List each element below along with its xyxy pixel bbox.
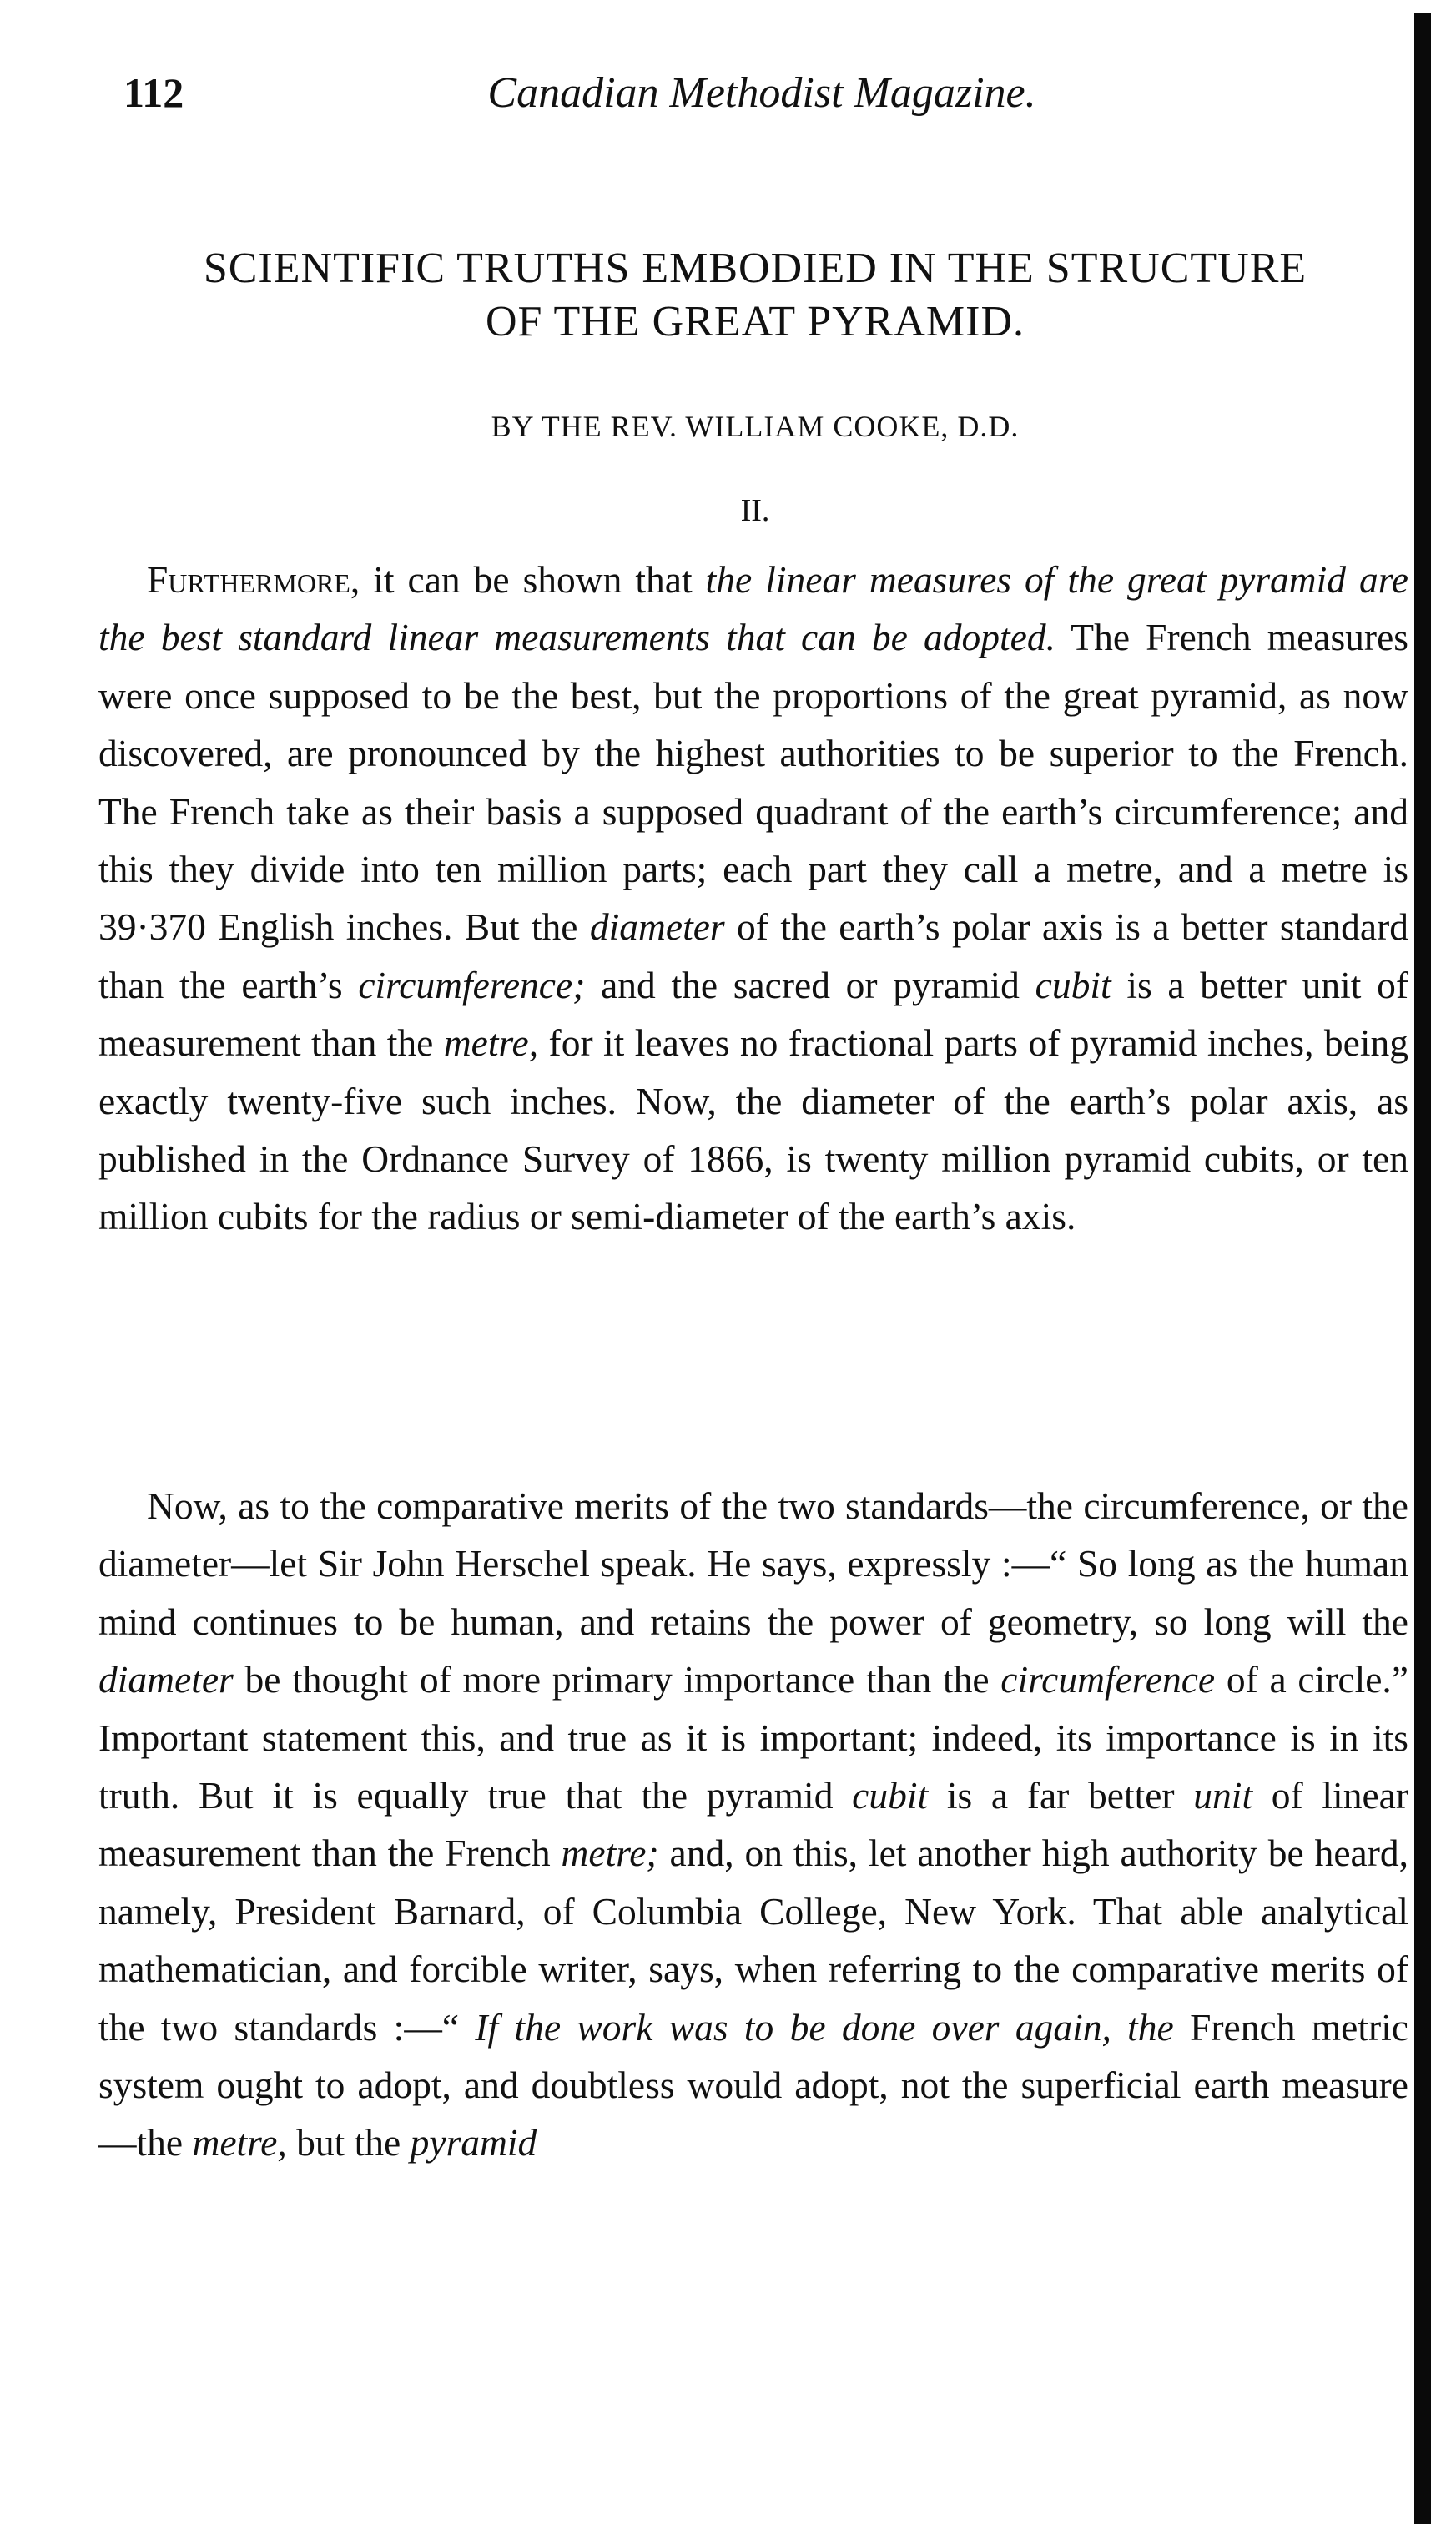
text-run: is a far better [928,1774,1194,1817]
emphasis-run: diameter [98,1658,234,1701]
emphasis-run: cubit [852,1774,929,1817]
text-run: is a better unit of measurement than the [98,963,1408,1065]
emphasis-run: metre, [443,1021,539,1065]
emphasis-run: circumference; [358,963,586,1006]
text-run: French metric system ought to adopt, and doubtless would adopt, not the superficial earth measure—the [98,2005,1408,2165]
body-paragraph-2 [98,1477,1408,2172]
page-edge-shadow [1414,13,1431,2524]
body-paragraph-1 [98,551,1408,1246]
body-paragraph-1-block [98,551,1408,1246]
section-number: II. [740,493,770,528]
page-header [123,68,1400,127]
text-run: of a circle.” Important statement this, and true as it is important; indeed, its importance is in its truth. But it is equally true that the pyramid [98,1658,1409,1817]
emphasis-run: If the work was to be done over again, the [475,2005,1174,2049]
author-byline: BY THE REV. WILLIAM COOKE, D.D. [491,410,1020,443]
opening-word: Furthermore, [147,558,360,601]
text-run: but the [286,2121,411,2165]
running-title: Canadian Methodist Magazine. [487,69,1036,117]
text-run: for it leaves no fractional parts of pyramid inches, being exactly twenty-five such inches. Now, the diameter of the earth’s polar axis, as published in the Ordnance Survey of 1866, is twenty million pyramid cubits, or ten million cubits for the radius or semi-diameter of the earth’s axis. [98,1021,1408,1238]
emphasis-run: metre, [192,2121,287,2165]
article-title [92,242,1418,349]
text-run: be thought of more primary importance than the [233,1658,1001,1701]
page-number: 112 [123,69,184,116]
text-run: it can be shown that [360,558,706,601]
article-title-line-2: OF THE GREAT PYRAMID. [485,298,1025,345]
text-run: and the sacred or pyramid [585,963,1035,1006]
article-title-line-1: SCIENTIFIC TRUTHS EMBODIED IN THE STRUCTURE [203,244,1307,292]
emphasis-run: the linear measures of the great pyramid are the best standard linear measurements that can be adopted. [98,558,1408,659]
emphasis-run: pyramid [410,2121,537,2165]
text-run: and, on this, let another high authority be heard, namely, President Barnard, of Columbia College, New York. That able analytical mathematician, and forcible writer, says, when referring to the comparative merits of the two standards :—“ [98,1832,1408,2049]
emphasis-run: diameter [589,905,725,949]
emphasis-run: metre; [561,1832,659,1875]
text-run: Now, as to the comparative merits of the two standards—the circumference, or the diameter—let Sir John Herschel speak. He says, expressly :—“ So long as the human mind continues to be human, and retains the power of geometry, so long will the [98,1484,1408,1643]
emphasis-run: cubit [1035,963,1111,1006]
text-run: of the earth’s polar axis is a better standard than the earth’s [98,905,1409,1006]
text-run: of linear measurement than the French [98,1774,1408,1875]
body-paragraph-2-block [98,1477,1408,2172]
emphasis-run: circumference [1000,1658,1216,1701]
emphasis-run: unit [1193,1774,1253,1817]
text-run: The French measures were once supposed to be the best, but the proportions of the great pyramid, as now discovered, are pronounced by the highest authorities to be superior to the French. The French take as their basis a supposed quadrant of the earth’s circumference; and this they divide into ten million parts; each part they call a metre, and a metre is 39·370 English inches. But the [98,616,1408,949]
